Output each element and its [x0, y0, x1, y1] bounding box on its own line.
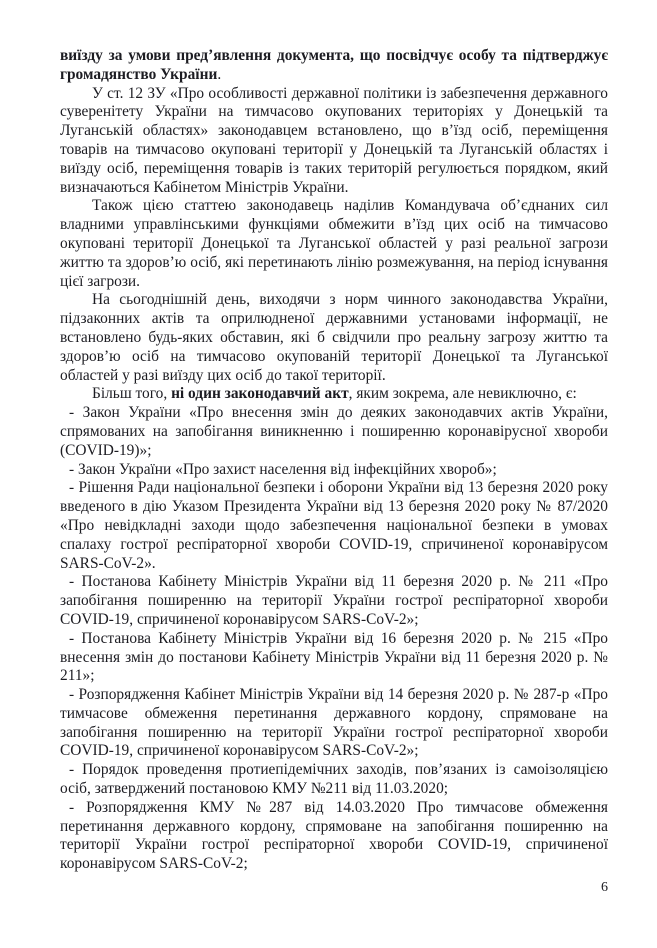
paragraph-commander-powers: Також цією статтею законодавець наділив Командувача об’єднаних сил владними управлінськими функціями обмежити в’їзд цих осіб на тимчасово окуповані території Донецької та Луганської областей у разі реальної загрози життю та здоров’ю осіб, які перетинають лінію розмежування, на період існування цієї загрози. [60, 197, 608, 290]
paragraph-moreover-suffix: , яким зокрема, але невиключно, є: [348, 385, 577, 403]
paragraph-current-legislation: На сьогоднішній день, виходячи з норм чинного законодавства України, підзаконних актів та оприлюдненої державними установами інформації, не встановлено будь-яких обставин, які б свідчили про реальну загрозу життю та здоров’ю осіб на тимчасово окупованій території Донецької та Луганської областей у разі виїзду цих осіб до такої території. [60, 291, 608, 384]
paragraph-intro-bold-text: виїзду за умови пред’явлення документа, що посвідчує особу та підтверджує громадянство України [60, 47, 608, 83]
legal-act-item: - Закон України «Про захист населення від інфекційних хвороб»; [69, 460, 497, 478]
paragraph-moreover-prefix: Більш того, [92, 385, 172, 403]
paragraph-moreover [60, 385, 608, 404]
paragraph-moreover-bold-text: ні один законодавчий акт [171, 385, 349, 403]
legal-act-item: - Постанова Кабінету Міністрів України від 16 березня 2020 р. № 215 «Про внесення змін до постанови Кабінету Міністрів України від 11 березня 2020 р. № 211»; [60, 629, 608, 685]
paragraph-article-12-law: У ст. 12 ЗУ «Про особливості державної політики із забезпечення державного суверенітету України на тимчасово окупованих територіях у Донецькій та Луганській областях» законодавцем встановлено, що в’їзд осіб, переміщення товарів на тимчасово окуповані території у Донецькій та Луганській областях і виїзду осіб, переміщення товарів із таких територій регулюється порядком, який визначаються Кабінетом Міністрів України. [60, 84, 608, 196]
legal-act-item: - Розпорядження КМУ №287 від 14.03.2020 Про тимчасове обмеження перетинання державного кордону, спрямоване на запобігання поширенню на території України гострої респіраторної хвороби COVID-19, спричиненої коронавірусом SARS-CoV-2; [60, 798, 608, 873]
legal-act-item: - Закон України «Про внесення змін до деяких законодавчих актів України, спрямованих на запобігання виникненню і поширенню коронавірусної хвороби (COVID-19)»; [60, 404, 608, 459]
document-text-block [60, 47, 608, 874]
legal-act-item: - Рішення Ради національної безпеки і оборони України від 13 березня 2020 року введеного в дію Указом Президента України від 13 березня 2020 року № 87/2020 «Про невідкладні заходи щодо забезпечення національної безпеки в умовах спалаху гострої респіраторної хвороби COVID-19, спричиненої коронавірусом SARS-CoV-2». [60, 479, 608, 572]
paragraph-intro-period: . [217, 65, 222, 83]
legal-act-item: - Розпорядження Кабінет Міністрів України від 14 березня 2020 р. № 287-р «Про тимчасове обмеження перетинання державного кордону, спрямоване на запобігання поширенню на території України гострої респіраторної хвороби COVID-19, спричиненої коронавірусом SARS-CoV-2»; [60, 686, 608, 760]
page-number: 6 [601, 880, 608, 895]
legal-act-item: - Постанова Кабінету Міністрів України від 11 березня 2020 р. № 211 «Про запобігання поширенню на території України гострої респіраторної хвороби COVID-19, спричиненої коронавірусом SARS-CoV-2»; [60, 573, 608, 628]
paragraph-intro-continuation [60, 47, 608, 85]
legal-act-item: - Порядок проведення протиепідемічних заходів, пов’язаних із самоізоляцією осіб, затверджений постановою КМУ №211 від 11.03.2020; [60, 761, 608, 798]
